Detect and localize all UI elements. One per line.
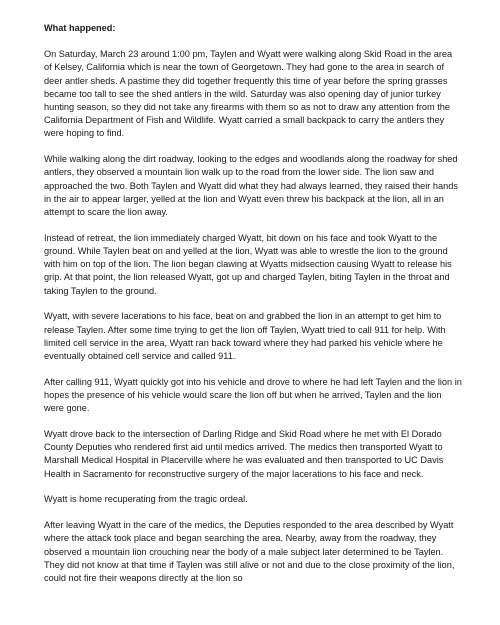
paragraph-8: After leaving Wyatt in the care of the medics, the Deputies responded to the area described by Wyatt where the attack took place and began searching the area. Nearby, away from the roadway, they observed a mountain lion crouching near the body of a male subject later determined to be Taylen. They did not know at that time if Taylen was still alive or not and due to the close proximity of the lion, could not fire their weapons directly at the lion so xyxy=(44,520,455,584)
paragraph-2: While walking along the dirt roadway, looking to the edges and woodlands along the roadway for shed antlers, they observed a mountain lion walk up to the road from the lower side. The lion saw and approached the two. Both Taylen and Wyatt did what they had always learned, they raised their hands in the air to appear larger, yelled at the lion and Wyatt even threw his backpack at the lion, all in an attempt to scare the lion away. xyxy=(44,154,458,218)
paragraph-6: Wyatt drove back to the intersection of Darling Ridge and Skid Road where he met with El Dorado County Deputies who rendered first aid until medics arrived. The medics then transported Wyatt to Marshall Medical Hospital in Placerville where he was evaluated and then transported to UC Davis Health in Sacramento for reconstructive surgery of the major lacerations to his face and neck. xyxy=(44,429,444,479)
paragraph-5: After calling 911, Wyatt quickly got into his vehicle and drove to where he had left Taylen and the lion in hopes the presence of his vehicle would scare the lion off but when he arrived, Taylen and the lion were gone. xyxy=(44,376,462,414)
paragraph-7: Wyatt is home recuperating from the tragic ordeal. xyxy=(44,494,248,505)
paragraph-4: Wyatt, with severe lacerations to his face, beat on and grabbed the lion in an attempt to get him to release Taylen. After some time trying to get the lion off Taylen, Wyatt tried to call 911 for help. With limited cell service in the area, Wyatt ran back toward where they had parked his vehicle where he eventually obtained cell service and called 911. xyxy=(44,311,446,362)
paragraph-3: Instead of retreat, the lion immediately charged Wyatt, bit down on his face and took Wyatt to the ground. While Taylen beat on and yelled at the lion, Wyatt was able to wrestle the lion to the ground with him on top of the lion. The lion began clawing at Wyatts midsection causing Wyatt to release his grip. At that point, the lion released Wyatt, got up and charged Taylen, biting Taylen in the throat and taking Taylen to the ground. xyxy=(44,232,452,296)
section-heading: What happened: xyxy=(44,23,116,33)
paragraph-1: On Saturday, March 23 around 1:00 pm, Taylen and Wyatt were walking along Skid Road in the area of Kelsey, California which is near the town of Georgetown. They had gone to the area in search of deer antler sheds. A pastime they did together frequently this time of year before the spring grasses became too tall to see the shed antlers in the wild. Saturday was also opening day of junior turkey hunting season, so they did not take any firearms with them so as not to draw any attention from the California Department of Fish and Wildlife. Wyatt carried a small backpack to carry the antlers they were hoping to find. xyxy=(44,49,453,139)
